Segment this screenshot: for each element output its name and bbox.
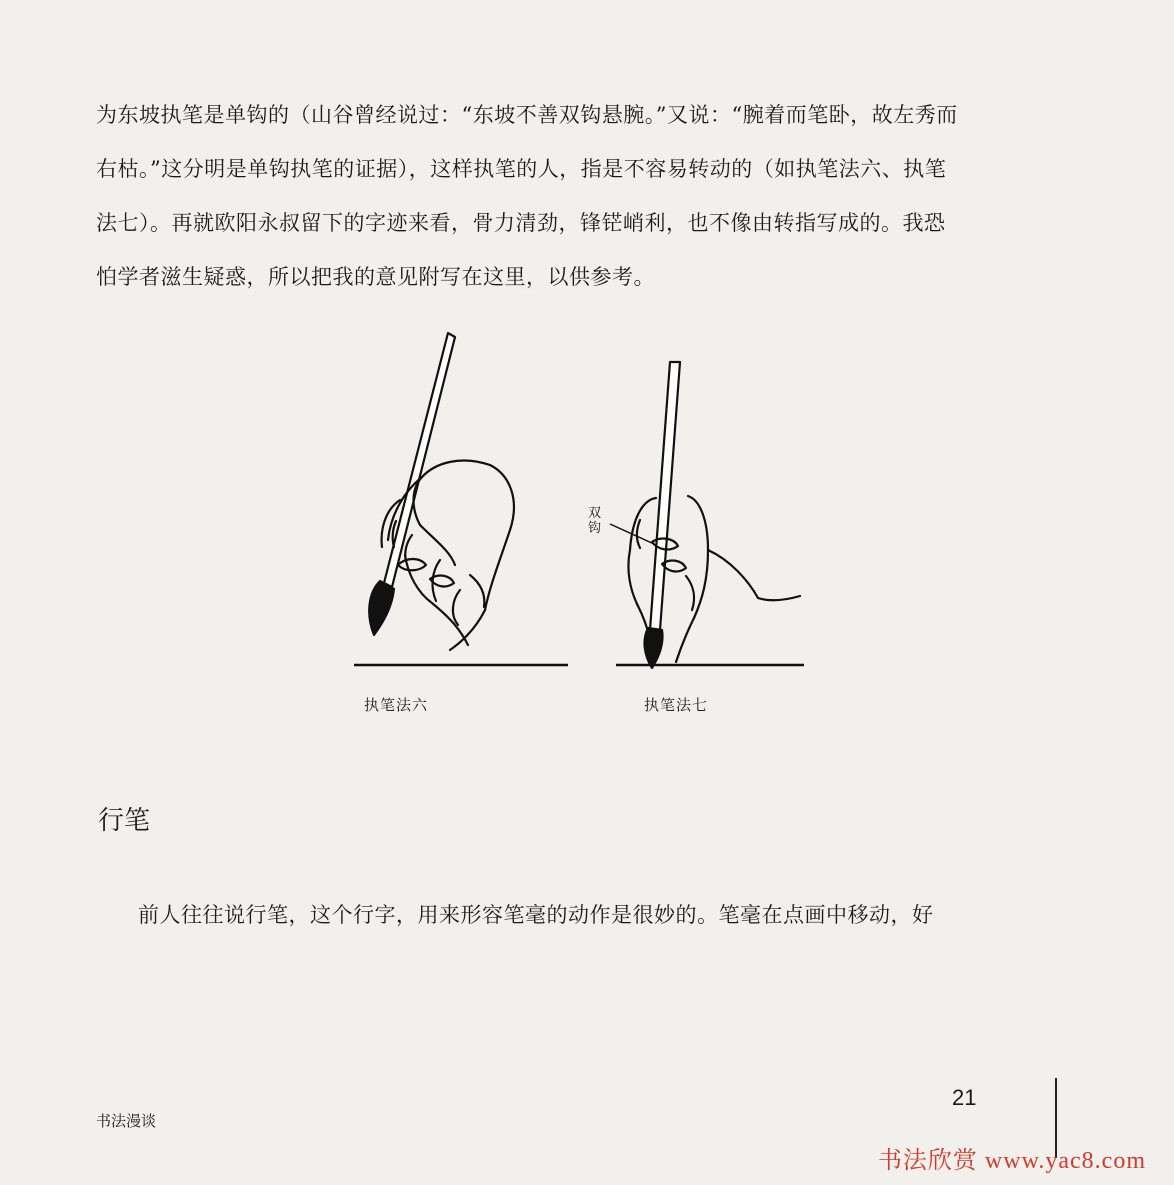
paragraph-line: 法七）。再就欧阳永叔留下的字迹来看，骨力清劲，锋铓峭利，也不像由转指写成的。我恐 xyxy=(96,211,946,235)
callout-label xyxy=(588,506,608,536)
section-heading: 行笔 xyxy=(98,806,151,836)
body-paragraph-1 xyxy=(96,88,1056,304)
paragraph-line: 前人往往说行笔，这个行字，用来形容笔毫的动作是很妙的。笔毫在点画中移动，好 xyxy=(138,903,934,927)
page-number: 21 xyxy=(952,1085,977,1110)
running-footer-title: 书法漫谈 xyxy=(96,1112,157,1130)
figure-right xyxy=(590,350,810,680)
site-watermark: 书法欣赏 www.yac8.com xyxy=(877,1148,1146,1174)
paragraph-line: 右枯。”这分明是单钩执笔的证据），这样执笔的人，指是不容易转动的（如执笔法六、执笔 xyxy=(96,157,947,181)
figure-caption-right: 执笔法七 xyxy=(644,696,709,714)
paragraph-line: 怕学者滋生疑惑，所以把我的意见附写在这里，以供参考。 xyxy=(96,265,655,289)
paragraph-line: 为东坡执笔是单钩的（山谷曾经说过：“东坡不善双钩悬腕。”又说：“腕着而笔卧，故左秀而 xyxy=(96,103,958,127)
callout-char: 双 xyxy=(588,506,603,521)
figure-caption-left: 执笔法六 xyxy=(364,696,429,714)
callout-leader-line xyxy=(608,518,658,548)
body-paragraph-2 xyxy=(96,888,1056,942)
callout-char: 钩 xyxy=(588,521,603,536)
hand-holding-brush-illustration xyxy=(590,350,810,680)
